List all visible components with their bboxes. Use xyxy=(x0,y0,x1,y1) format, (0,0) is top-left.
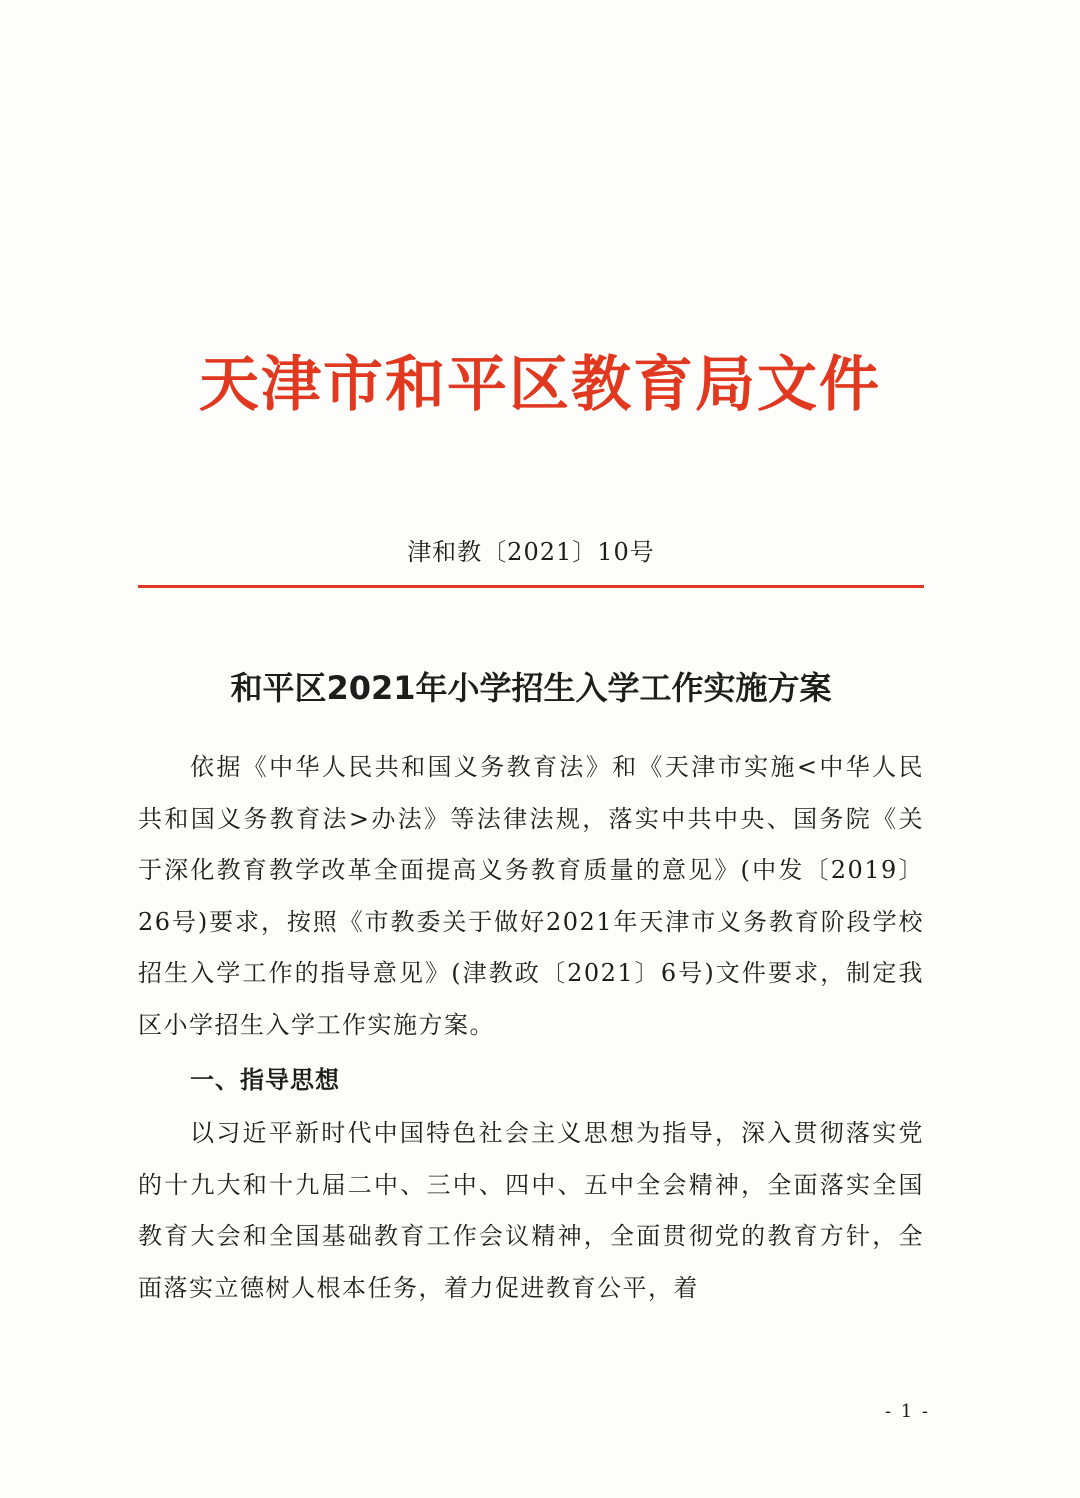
document-number: 津和教〔2021〕10号 xyxy=(407,538,655,566)
issuer-header-title: 天津市和平区教育局文件 xyxy=(199,350,881,420)
body-paragraph-1: 依据《中华人民共和国义务教育法》和《天津市实施<中华人民共和国义务教育法>办法》等法律法规，落实中共中央、国务院《关于深化教育教学改革全面提高义务教育质量的意见》(中发〔2019〕26号)要求，按照《市教委关于做好2021年天津市义务教育阶段学校招生入学工作的指导意见》(津教政〔2021〕6号)文件要求，制定我区小学招生入学工作实施方案。 xyxy=(138,753,924,1039)
document-title: 和平区2021年小学招生入学工作实施方案 xyxy=(230,669,832,707)
red-divider-line xyxy=(138,585,924,588)
page-number: - 1 - xyxy=(884,1401,930,1422)
body-paragraph-2: 以习近平新时代中国特色社会主义思想为指导，深入贯彻落实党的十九大和十九届二中、三中、四中、五中全会精神，全面落实全国教育大会和全国基础教育工作会议精神，全面贯彻党的教育方针，全面落实立德树人根本任务，着力促进教育公平，着 xyxy=(138,1119,924,1302)
section-heading-guiding-ideology: 一、指导思想 xyxy=(190,1066,340,1094)
